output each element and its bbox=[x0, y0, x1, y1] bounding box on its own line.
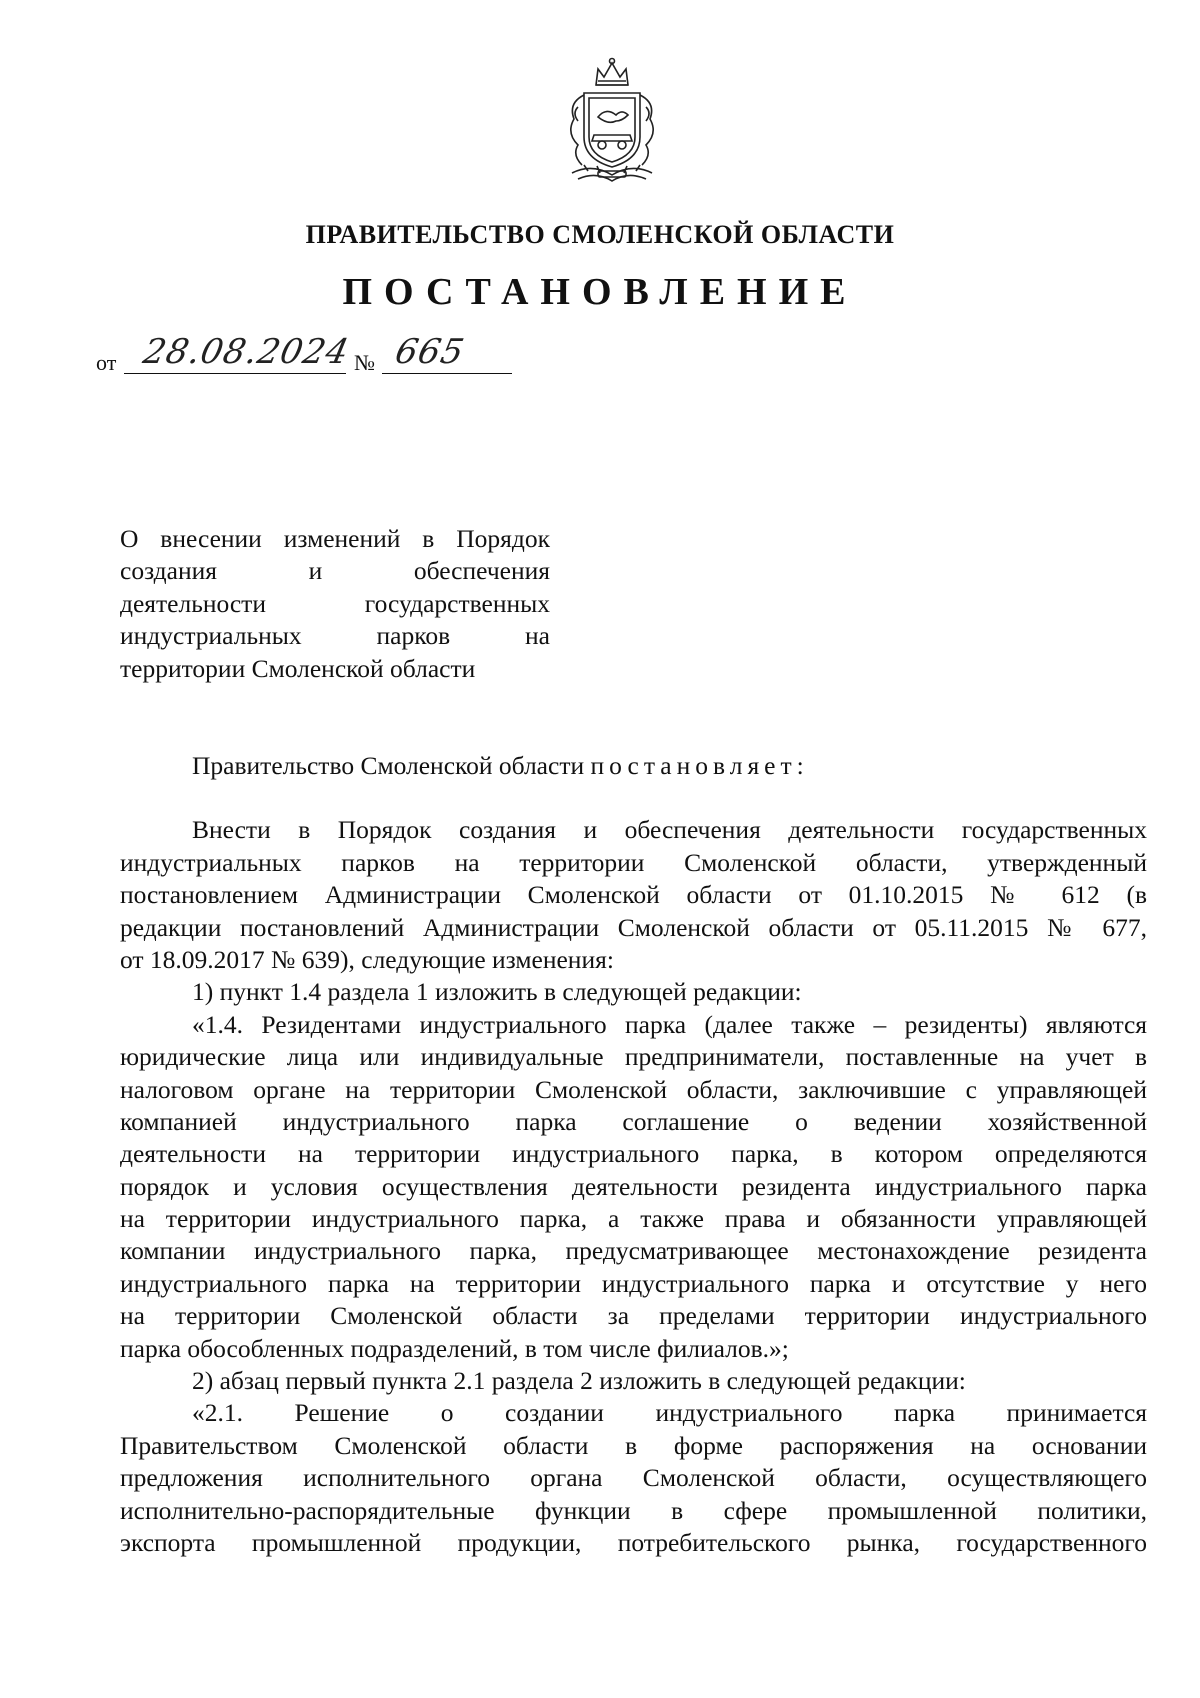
document-title bbox=[120, 523, 550, 685]
preamble-verb: постановляет: bbox=[590, 751, 809, 780]
body-line: порядок и условия осуществления деятельности резидента индустриального парка bbox=[120, 1171, 1147, 1201]
body-line: предложения исполнительного органа Смоленской области, осуществляющего bbox=[120, 1463, 1147, 1493]
body-line: Внести в Порядок создания и обеспечения деятельности государственных bbox=[192, 815, 1147, 845]
body-line: компании индустриального парка, предусматривающее местонахождение резидента bbox=[120, 1236, 1147, 1266]
body-line: индустриального парка на территории индустриального парка и отсутствие у него bbox=[120, 1268, 1147, 1298]
body-line: на территории Смоленской области за пределами территории индустриального bbox=[120, 1301, 1147, 1331]
title-line: территории Смоленской области bbox=[120, 653, 476, 683]
body-line: Правительством Смоленской области в форме распоряжения на основании bbox=[120, 1430, 1147, 1460]
number-prefix: № bbox=[354, 350, 375, 375]
document-type: ПОСТАНОВЛЕНИЕ bbox=[342, 271, 858, 313]
body-line: экспорта промышленной продукции, потребительского рынка, государственного bbox=[120, 1527, 1147, 1557]
organization-name: ПРАВИТЕЛЬСТВО СМОЛЕНСКОЙ ОБЛАСТИ bbox=[305, 220, 895, 249]
title-line: создания и обеспечения bbox=[120, 556, 550, 586]
date-underline bbox=[124, 373, 346, 374]
title-line: деятельности государственных bbox=[120, 588, 550, 618]
preamble bbox=[120, 750, 1147, 782]
title-line: О внесении изменений в Порядок bbox=[120, 524, 550, 553]
number-underline bbox=[382, 373, 512, 374]
body-line: «2.1. Решение о создании индустриального парка принимается bbox=[192, 1398, 1147, 1428]
body-line: 1) пункт 1.4 раздела 1 изложить в следующей редакции: bbox=[192, 977, 802, 1007]
date-prefix: от bbox=[96, 350, 117, 375]
body-line: индустриальных парков на территории Смоленской области, утвержденный bbox=[120, 847, 1147, 877]
body-line: «1.4. Резидентами индустриального парка (далее также – резиденты) являются bbox=[192, 1009, 1147, 1039]
body-line: парка обособленных подразделений, в том числе филиалов.»; bbox=[120, 1333, 789, 1363]
body-line: редакции постановлений Администрации Смоленской области от 05.11.2015 № 677, bbox=[120, 912, 1147, 942]
body-line: деятельности на территории индустриального парка, в котором определяются bbox=[120, 1139, 1147, 1169]
body-line: исполнительно-распорядительные функции в сфере промышленной политики, bbox=[120, 1495, 1147, 1525]
document-body bbox=[120, 750, 1147, 1559]
body-line: постановлением Администрации Смоленской области от 01.10.2015 № 612 (в bbox=[120, 880, 1147, 910]
coat-of-arms-emblem bbox=[558, 55, 666, 189]
body-line: налоговом органе на территории Смоленской области, заключившие с управляющей bbox=[120, 1074, 1147, 1104]
date-number-line bbox=[96, 330, 536, 378]
title-line: индустриальных парков на bbox=[120, 621, 550, 651]
body-line: юридические лица или индивидуальные предприниматели, поставленные на учет в bbox=[120, 1042, 1147, 1072]
body-line: на территории индустриального парка, а также права и обязанности управляющей bbox=[120, 1204, 1147, 1234]
body-line: компанией индустриального парка соглашение о ведении хозяйственной bbox=[120, 1106, 1147, 1136]
preamble-lead: Правительство Смоленской области bbox=[192, 751, 585, 780]
handwritten-number: 665 bbox=[391, 332, 469, 372]
body-line: 2) абзац первый пункта 2.1 раздела 2 изложить в следующей редакции: bbox=[192, 1366, 966, 1396]
body-line: от 18.09.2017 № 639), следующие изменения: bbox=[120, 944, 614, 974]
handwritten-date: 28.08.2024 bbox=[139, 332, 353, 372]
